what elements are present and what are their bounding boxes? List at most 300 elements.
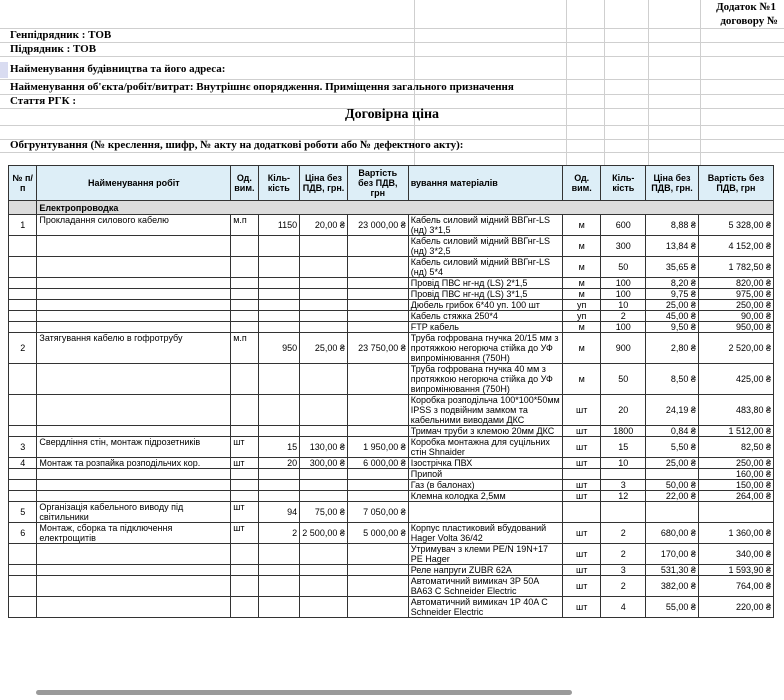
table-cell[interactable]	[231, 426, 258, 437]
table-cell[interactable]	[300, 565, 348, 576]
table-cell[interactable]: 25,00 ₴	[300, 333, 348, 364]
table-cell[interactable]: м	[562, 289, 601, 300]
column-header[interactable]: вування матеріалів	[408, 166, 562, 201]
table-cell[interactable]: Затягування кабелю в гофротрубу	[37, 333, 231, 364]
table-cell[interactable]: 24,19 ₴	[646, 395, 699, 426]
table-cell[interactable]: 483,80 ₴	[698, 395, 773, 426]
table-cell[interactable]	[231, 364, 258, 395]
table-cell[interactable]	[347, 322, 408, 333]
table-cell[interactable]: 264,00 ₴	[698, 491, 773, 502]
table-cell[interactable]	[258, 278, 300, 289]
table-cell[interactable]: 4 152,00 ₴	[698, 236, 773, 257]
table-cell[interactable]: 600	[601, 215, 646, 236]
table-cell[interactable]: 340,00 ₴	[698, 544, 773, 565]
table-cell[interactable]: 150,00 ₴	[698, 480, 773, 491]
table-cell[interactable]: Газ (в балонах)	[408, 480, 562, 491]
table-cell[interactable]: 13,84 ₴	[646, 236, 699, 257]
table-cell[interactable]	[347, 491, 408, 502]
table-cell[interactable]: 2 520,00 ₴	[698, 333, 773, 364]
table-cell[interactable]	[9, 469, 37, 480]
table-cell[interactable]: Реле напруги ZUBR 62A	[408, 565, 562, 576]
table-cell[interactable]: Прокладання силового кабелю	[37, 215, 231, 236]
table-cell[interactable]	[601, 469, 646, 480]
table-cell[interactable]	[37, 322, 231, 333]
column-header[interactable]: Вартість без ПДВ, грн	[347, 166, 408, 201]
table-cell[interactable]	[258, 426, 300, 437]
table-cell[interactable]	[37, 395, 231, 426]
table-cell[interactable]	[231, 311, 258, 322]
table-cell[interactable]: 7 050,00 ₴	[347, 502, 408, 523]
table-cell[interactable]	[258, 300, 300, 311]
table-cell[interactable]	[698, 502, 773, 523]
table-cell[interactable]	[347, 576, 408, 597]
table-cell[interactable]: 3	[601, 480, 646, 491]
table-row	[9, 576, 774, 597]
table-cell[interactable]	[9, 576, 37, 597]
column-header[interactable]: Кіль-кість	[258, 166, 300, 201]
table-cell[interactable]: Коробка монтажна для суцільних стін Shnaider	[408, 437, 562, 458]
table-cell[interactable]: 20,00 ₴	[300, 215, 348, 236]
table-cell[interactable]: шт	[562, 576, 601, 597]
contractor: Підрядник : ТОВ	[10, 43, 97, 55]
table-cell[interactable]	[37, 236, 231, 257]
table-cell[interactable]: 250,00 ₴	[698, 458, 773, 469]
table-cell[interactable]	[347, 565, 408, 576]
table-cell[interactable]	[37, 565, 231, 576]
table-cell[interactable]	[231, 322, 258, 333]
price-table	[8, 165, 774, 618]
table-cell[interactable]: Клемна колодка 2,5мм	[408, 491, 562, 502]
table-cell[interactable]	[37, 597, 231, 618]
table-cell[interactable]: 2	[601, 544, 646, 565]
table-cell[interactable]: Припой	[408, 469, 562, 480]
table-cell[interactable]	[37, 544, 231, 565]
table-cell[interactable]	[37, 364, 231, 395]
table-cell[interactable]: Автоматичний вимикач 3P 50A ВА63 С Schneider Electric	[408, 576, 562, 597]
table-cell[interactable]: 300	[601, 236, 646, 257]
table-row	[9, 215, 774, 236]
table-cell[interactable]	[347, 395, 408, 426]
table-cell[interactable]: шт	[562, 395, 601, 426]
table-cell[interactable]	[300, 257, 348, 278]
table-cell[interactable]	[37, 257, 231, 278]
table-cell[interactable]: 50,00 ₴	[646, 480, 699, 491]
table-cell[interactable]	[37, 289, 231, 300]
table-row	[9, 257, 774, 278]
table-cell[interactable]	[9, 300, 37, 311]
table-cell[interactable]: 10	[601, 300, 646, 311]
column-header[interactable]: Од. вим.	[562, 166, 601, 201]
column-header[interactable]: Ціна без ПДВ, грн.	[646, 166, 699, 201]
table-cell[interactable]	[231, 544, 258, 565]
table-cell[interactable]: 950,00 ₴	[698, 322, 773, 333]
table-cell[interactable]	[300, 491, 348, 502]
grid-line	[0, 56, 784, 57]
table-cell[interactable]: Монтаж та розпайка розподільчих кор.	[37, 458, 231, 469]
table-cell[interactable]	[347, 300, 408, 311]
table-cell[interactable]: шт	[231, 502, 258, 523]
table-cell[interactable]	[300, 289, 348, 300]
table-cell[interactable]	[231, 300, 258, 311]
table-cell[interactable]: шт	[562, 565, 601, 576]
table-cell[interactable]: 4	[601, 597, 646, 618]
table-row	[9, 491, 774, 502]
table-cell[interactable]	[300, 300, 348, 311]
table-row	[9, 458, 774, 469]
table-cell[interactable]	[231, 236, 258, 257]
table-cell[interactable]: 531,30 ₴	[646, 565, 699, 576]
table-cell[interactable]	[300, 322, 348, 333]
table-cell[interactable]	[231, 565, 258, 576]
appendix-line2: договору №	[720, 15, 778, 27]
selected-cell-marker	[0, 62, 8, 78]
table-cell[interactable]: 8,88 ₴	[646, 215, 699, 236]
table-cell[interactable]: 764,00 ₴	[698, 576, 773, 597]
horizontal-scrollbar[interactable]	[36, 690, 572, 695]
table-cell[interactable]: Корпус пластиковий вбудований Hager Volta 36/42	[408, 523, 562, 544]
article: Стаття РГК :	[10, 95, 77, 107]
table-row	[9, 289, 774, 300]
table-cell[interactable]: шт	[562, 437, 601, 458]
grid-line	[0, 125, 784, 126]
table-cell[interactable]: 382,00 ₴	[646, 576, 699, 597]
table-cell[interactable]: 25,00 ₴	[646, 458, 699, 469]
table-cell[interactable]: Дюбель грибок 6*40 уп. 100 шт	[408, 300, 562, 311]
table-cell[interactable]: м	[562, 257, 601, 278]
table-cell[interactable]	[258, 480, 300, 491]
table-cell[interactable]: 170,00 ₴	[646, 544, 699, 565]
table-cell[interactable]: 35,65 ₴	[646, 257, 699, 278]
table-cell[interactable]	[258, 322, 300, 333]
table-cell[interactable]: 94	[258, 502, 300, 523]
table-row	[9, 544, 774, 565]
table-cell[interactable]: 23 000,00 ₴	[347, 215, 408, 236]
table-cell[interactable]: 1 593,90 ₴	[698, 565, 773, 576]
table-cell[interactable]: 220,00 ₴	[698, 597, 773, 618]
table-cell[interactable]: м	[562, 364, 601, 395]
table-cell[interactable]: 5 000,00 ₴	[347, 523, 408, 544]
table-cell[interactable]	[300, 469, 348, 480]
table-cell[interactable]: 160,00 ₴	[698, 469, 773, 480]
table-cell[interactable]: 45,00 ₴	[646, 311, 699, 322]
column-header[interactable]: Кіль-кість	[601, 166, 646, 201]
table-cell[interactable]: Організація кабельного виводу під світильники	[37, 502, 231, 523]
table-cell[interactable]: 75,00 ₴	[300, 502, 348, 523]
table-cell[interactable]	[347, 480, 408, 491]
table-cell[interactable]: Провід ПВС нг-нд (LS) 2*1,5	[408, 278, 562, 289]
table-cell[interactable]	[347, 544, 408, 565]
table-cell[interactable]: 50	[601, 257, 646, 278]
table-cell[interactable]	[347, 278, 408, 289]
table-cell[interactable]: 425,00 ₴	[698, 364, 773, 395]
table-cell[interactable]	[258, 395, 300, 426]
table-cell[interactable]: 1 360,00 ₴	[698, 523, 773, 544]
table-cell[interactable]	[300, 236, 348, 257]
table-cell[interactable]: 20	[601, 395, 646, 426]
table-cell[interactable]	[9, 480, 37, 491]
table-cell[interactable]: 2	[9, 333, 37, 364]
table-cell[interactable]: шт	[562, 544, 601, 565]
table-cell[interactable]: 6 000,00 ₴	[347, 458, 408, 469]
table-cell[interactable]: 4	[9, 458, 37, 469]
table-cell[interactable]: м	[562, 236, 601, 257]
table-cell[interactable]: 50	[601, 364, 646, 395]
table-cell[interactable]: 2 500,00 ₴	[300, 523, 348, 544]
table-cell[interactable]	[258, 364, 300, 395]
table-cell[interactable]: FTP кабель	[408, 322, 562, 333]
table-cell[interactable]: шт	[562, 426, 601, 437]
table-cell[interactable]: 10	[601, 458, 646, 469]
table-cell[interactable]: уп	[562, 300, 601, 311]
table-cell[interactable]	[9, 395, 37, 426]
grid-line	[0, 152, 784, 153]
table-cell[interactable]: 2	[601, 311, 646, 322]
construction-name: Найменування будівництва та його адреса:	[10, 63, 226, 75]
table-cell[interactable]: уп	[562, 311, 601, 322]
table-cell[interactable]	[258, 469, 300, 480]
page-title: Договірна ціна	[344, 107, 440, 122]
table-cell[interactable]: шт	[562, 458, 601, 469]
grid-line	[0, 42, 784, 43]
table-cell[interactable]: 5	[9, 502, 37, 523]
table-cell[interactable]	[9, 322, 37, 333]
table-cell[interactable]: Свердління стін, монтаж підрозетників	[37, 437, 231, 458]
table-cell[interactable]: Труба гофрована гнучка 40 мм з протяжкою негорюча стійка до УФ випромінювання (750Н)	[408, 364, 562, 395]
table-cell[interactable]: м	[562, 333, 601, 364]
table-cell[interactable]	[231, 257, 258, 278]
table-cell[interactable]	[258, 289, 300, 300]
table-cell[interactable]	[231, 576, 258, 597]
table-cell[interactable]	[300, 311, 348, 322]
table-cell[interactable]: Труба гофрована гнучка 20/15 мм з протяжкою негорюча стійка до УФ випромінювання (750Н)	[408, 333, 562, 364]
table-cell[interactable]: шт	[562, 491, 601, 502]
table-cell[interactable]	[9, 278, 37, 289]
table-cell[interactable]	[300, 426, 348, 437]
section-title[interactable]: Електропроводка	[37, 201, 774, 215]
table-cell[interactable]: 3	[9, 437, 37, 458]
table-cell[interactable]	[646, 502, 699, 523]
table-cell[interactable]: 8,20 ₴	[646, 278, 699, 289]
table-row	[9, 333, 774, 364]
table-cell[interactable]	[9, 544, 37, 565]
table-cell[interactable]	[37, 426, 231, 437]
table-cell[interactable]	[258, 576, 300, 597]
table-cell[interactable]: м.п	[231, 333, 258, 364]
table-cell[interactable]: м	[562, 278, 601, 289]
table-cell[interactable]	[9, 311, 37, 322]
table-row	[9, 480, 774, 491]
table-cell[interactable]: 90,00 ₴	[698, 311, 773, 322]
table-cell[interactable]: 12	[601, 491, 646, 502]
table-cell[interactable]	[258, 257, 300, 278]
table-cell[interactable]: 300,00 ₴	[300, 458, 348, 469]
table-cell[interactable]: 0,84 ₴	[646, 426, 699, 437]
table-cell[interactable]: 950	[258, 333, 300, 364]
table-cell[interactable]: 1800	[601, 426, 646, 437]
grid-line	[566, 0, 567, 165]
table-cell[interactable]: шт	[231, 523, 258, 544]
column-header[interactable]: Ціна без ПДВ, грн.	[300, 166, 348, 201]
table-cell[interactable]	[347, 257, 408, 278]
table-cell[interactable]: Коробка розподільча 100*100*50мм IPSS з подвійним замком та кабельними виводами ДКС	[408, 395, 562, 426]
table-cell[interactable]	[9, 364, 37, 395]
table-cell[interactable]: шт	[231, 458, 258, 469]
table-cell[interactable]	[258, 565, 300, 576]
column-header[interactable]: Найменування робіт	[37, 166, 231, 201]
table-cell[interactable]: 2	[601, 576, 646, 597]
table-row	[9, 278, 774, 289]
table-cell[interactable]: 820,00 ₴	[698, 278, 773, 289]
table-cell[interactable]: Кабель силовий мідний ВВГнг-LS (нд) 5*4	[408, 257, 562, 278]
table-cell[interactable]: 3	[601, 565, 646, 576]
table-cell[interactable]: 1 782,50 ₴	[698, 257, 773, 278]
table-cell[interactable]: Монтаж, сборка та підключення електрощитів	[37, 523, 231, 544]
table-cell[interactable]	[9, 289, 37, 300]
table-row	[9, 565, 774, 576]
table-cell[interactable]: шт	[562, 597, 601, 618]
table-cell[interactable]: 8,50 ₴	[646, 364, 699, 395]
table-cell[interactable]	[37, 469, 231, 480]
table-cell[interactable]: шт	[562, 523, 601, 544]
table-cell[interactable]	[37, 480, 231, 491]
table-cell[interactable]: 2	[601, 523, 646, 544]
table-cell[interactable]: 1	[9, 215, 37, 236]
justification: Обгрунтування (№ креслення, шифр, № акту на додаткові роботи або № дефектного акту):	[10, 139, 464, 151]
table-cell[interactable]	[347, 597, 408, 618]
table-row	[9, 469, 774, 480]
table-cell[interactable]	[347, 311, 408, 322]
table-cell[interactable]	[347, 236, 408, 257]
table-cell[interactable]	[37, 576, 231, 597]
table-cell[interactable]	[9, 236, 37, 257]
table-cell[interactable]	[9, 597, 37, 618]
table-cell[interactable]: 25,00 ₴	[646, 300, 699, 311]
table-row	[9, 426, 774, 437]
table-cell[interactable]: м.п	[231, 215, 258, 236]
grid-line	[0, 79, 784, 80]
table-cell[interactable]	[231, 491, 258, 502]
table-cell[interactable]: шт	[231, 437, 258, 458]
column-header[interactable]: Вартість без ПДВ, грн	[698, 166, 773, 201]
table-cell[interactable]	[562, 469, 601, 480]
table-cell[interactable]	[37, 491, 231, 502]
table-cell[interactable]	[347, 469, 408, 480]
table-cell[interactable]	[37, 300, 231, 311]
table-cell[interactable]: 82,50 ₴	[698, 437, 773, 458]
table-cell[interactable]	[347, 426, 408, 437]
table-cell[interactable]	[347, 289, 408, 300]
table-cell[interactable]: 250,00 ₴	[698, 300, 773, 311]
table-cell[interactable]: 100	[601, 289, 646, 300]
table-cell[interactable]	[9, 426, 37, 437]
table-cell[interactable]: 20	[258, 458, 300, 469]
table-cell[interactable]: м	[562, 215, 601, 236]
table-cell[interactable]: Кабель стяжка 250*4	[408, 311, 562, 322]
table-cell[interactable]	[9, 565, 37, 576]
table-cell[interactable]: 2	[258, 523, 300, 544]
table-cell[interactable]	[37, 278, 231, 289]
table-row	[9, 236, 774, 257]
column-header[interactable]: Од. вим.	[231, 166, 258, 201]
table-cell[interactable]	[231, 289, 258, 300]
table-cell[interactable]: 9,75 ₴	[646, 289, 699, 300]
table-row	[9, 597, 774, 618]
table-cell[interactable]	[300, 480, 348, 491]
table-cell[interactable]: 100	[601, 322, 646, 333]
table-cell[interactable]: Утримувач з клеми PE/N 19N+17 PE Hager	[408, 544, 562, 565]
table-cell[interactable]	[9, 257, 37, 278]
table-cell[interactable]	[300, 395, 348, 426]
table-cell[interactable]	[9, 491, 37, 502]
table-cell[interactable]: 1 950,00 ₴	[347, 437, 408, 458]
table-cell[interactable]	[231, 480, 258, 491]
table-cell[interactable]: 680,00 ₴	[646, 523, 699, 544]
table-cell[interactable]: 1150	[258, 215, 300, 236]
table-cell[interactable]: Провід ПВС нг-нд (LS) 3*1,5	[408, 289, 562, 300]
table-cell[interactable]	[231, 597, 258, 618]
table-cell[interactable]: 130,00 ₴	[300, 437, 348, 458]
table-cell[interactable]	[231, 278, 258, 289]
table-cell[interactable]: 975,00 ₴	[698, 289, 773, 300]
appendix-line1: Додаток №1	[716, 1, 776, 13]
general-contractor: Генпідрядник : ТОВ	[10, 29, 112, 41]
table-cell[interactable]	[300, 597, 348, 618]
table-cell[interactable]: Ізострічка ПВХ	[408, 458, 562, 469]
table-row	[9, 395, 774, 426]
table-cell[interactable]: 15	[258, 437, 300, 458]
table-cell[interactable]	[231, 469, 258, 480]
section-row	[9, 201, 774, 215]
table-cell[interactable]: 55,00 ₴	[646, 597, 699, 618]
table-cell[interactable]: 100	[601, 278, 646, 289]
table-cell[interactable]: Тримач труби з клемою 20мм ДКС	[408, 426, 562, 437]
table-cell[interactable]	[300, 364, 348, 395]
table-cell[interactable]	[300, 544, 348, 565]
table-cell[interactable]: 900	[601, 333, 646, 364]
column-header[interactable]: № п/п	[9, 166, 37, 201]
table-cell[interactable]	[347, 364, 408, 395]
table-cell[interactable]	[258, 236, 300, 257]
table-cell[interactable]	[408, 502, 562, 523]
table-cell[interactable]: Кабель силовий мідний ВВГнг-LS (нд) 3*2,5	[408, 236, 562, 257]
table-cell[interactable]: Автоматичний вимикач 1P 40A С Schneider Electric	[408, 597, 562, 618]
table-cell[interactable]: 5,50 ₴	[646, 437, 699, 458]
table-cell[interactable]: 5 328,00 ₴	[698, 215, 773, 236]
table-cell[interactable]: 22,00 ₴	[646, 491, 699, 502]
table-cell[interactable]: 23 750,00 ₴	[347, 333, 408, 364]
table-cell[interactable]	[258, 311, 300, 322]
table-cell[interactable]	[37, 311, 231, 322]
table-cell[interactable]: 9,50 ₴	[646, 322, 699, 333]
table-cell[interactable]	[601, 502, 646, 523]
table-cell[interactable]	[646, 469, 699, 480]
table-cell[interactable]	[258, 597, 300, 618]
table-cell[interactable]: 2,80 ₴	[646, 333, 699, 364]
table-cell[interactable]: 1 512,00 ₴	[698, 426, 773, 437]
table-cell[interactable]	[300, 278, 348, 289]
table-cell[interactable]: шт	[562, 480, 601, 491]
table-cell[interactable]	[562, 502, 601, 523]
table-cell[interactable]: 6	[9, 523, 37, 544]
table-cell[interactable]	[258, 491, 300, 502]
table-cell[interactable]: м	[562, 322, 601, 333]
table-cell[interactable]: Кабель силовий мідний ВВГнг-LS (нд) 3*1,5	[408, 215, 562, 236]
table-cell[interactable]: 15	[601, 437, 646, 458]
table-cell[interactable]	[300, 576, 348, 597]
grid-line	[0, 94, 784, 95]
table-cell[interactable]	[258, 544, 300, 565]
table-cell[interactable]	[231, 395, 258, 426]
